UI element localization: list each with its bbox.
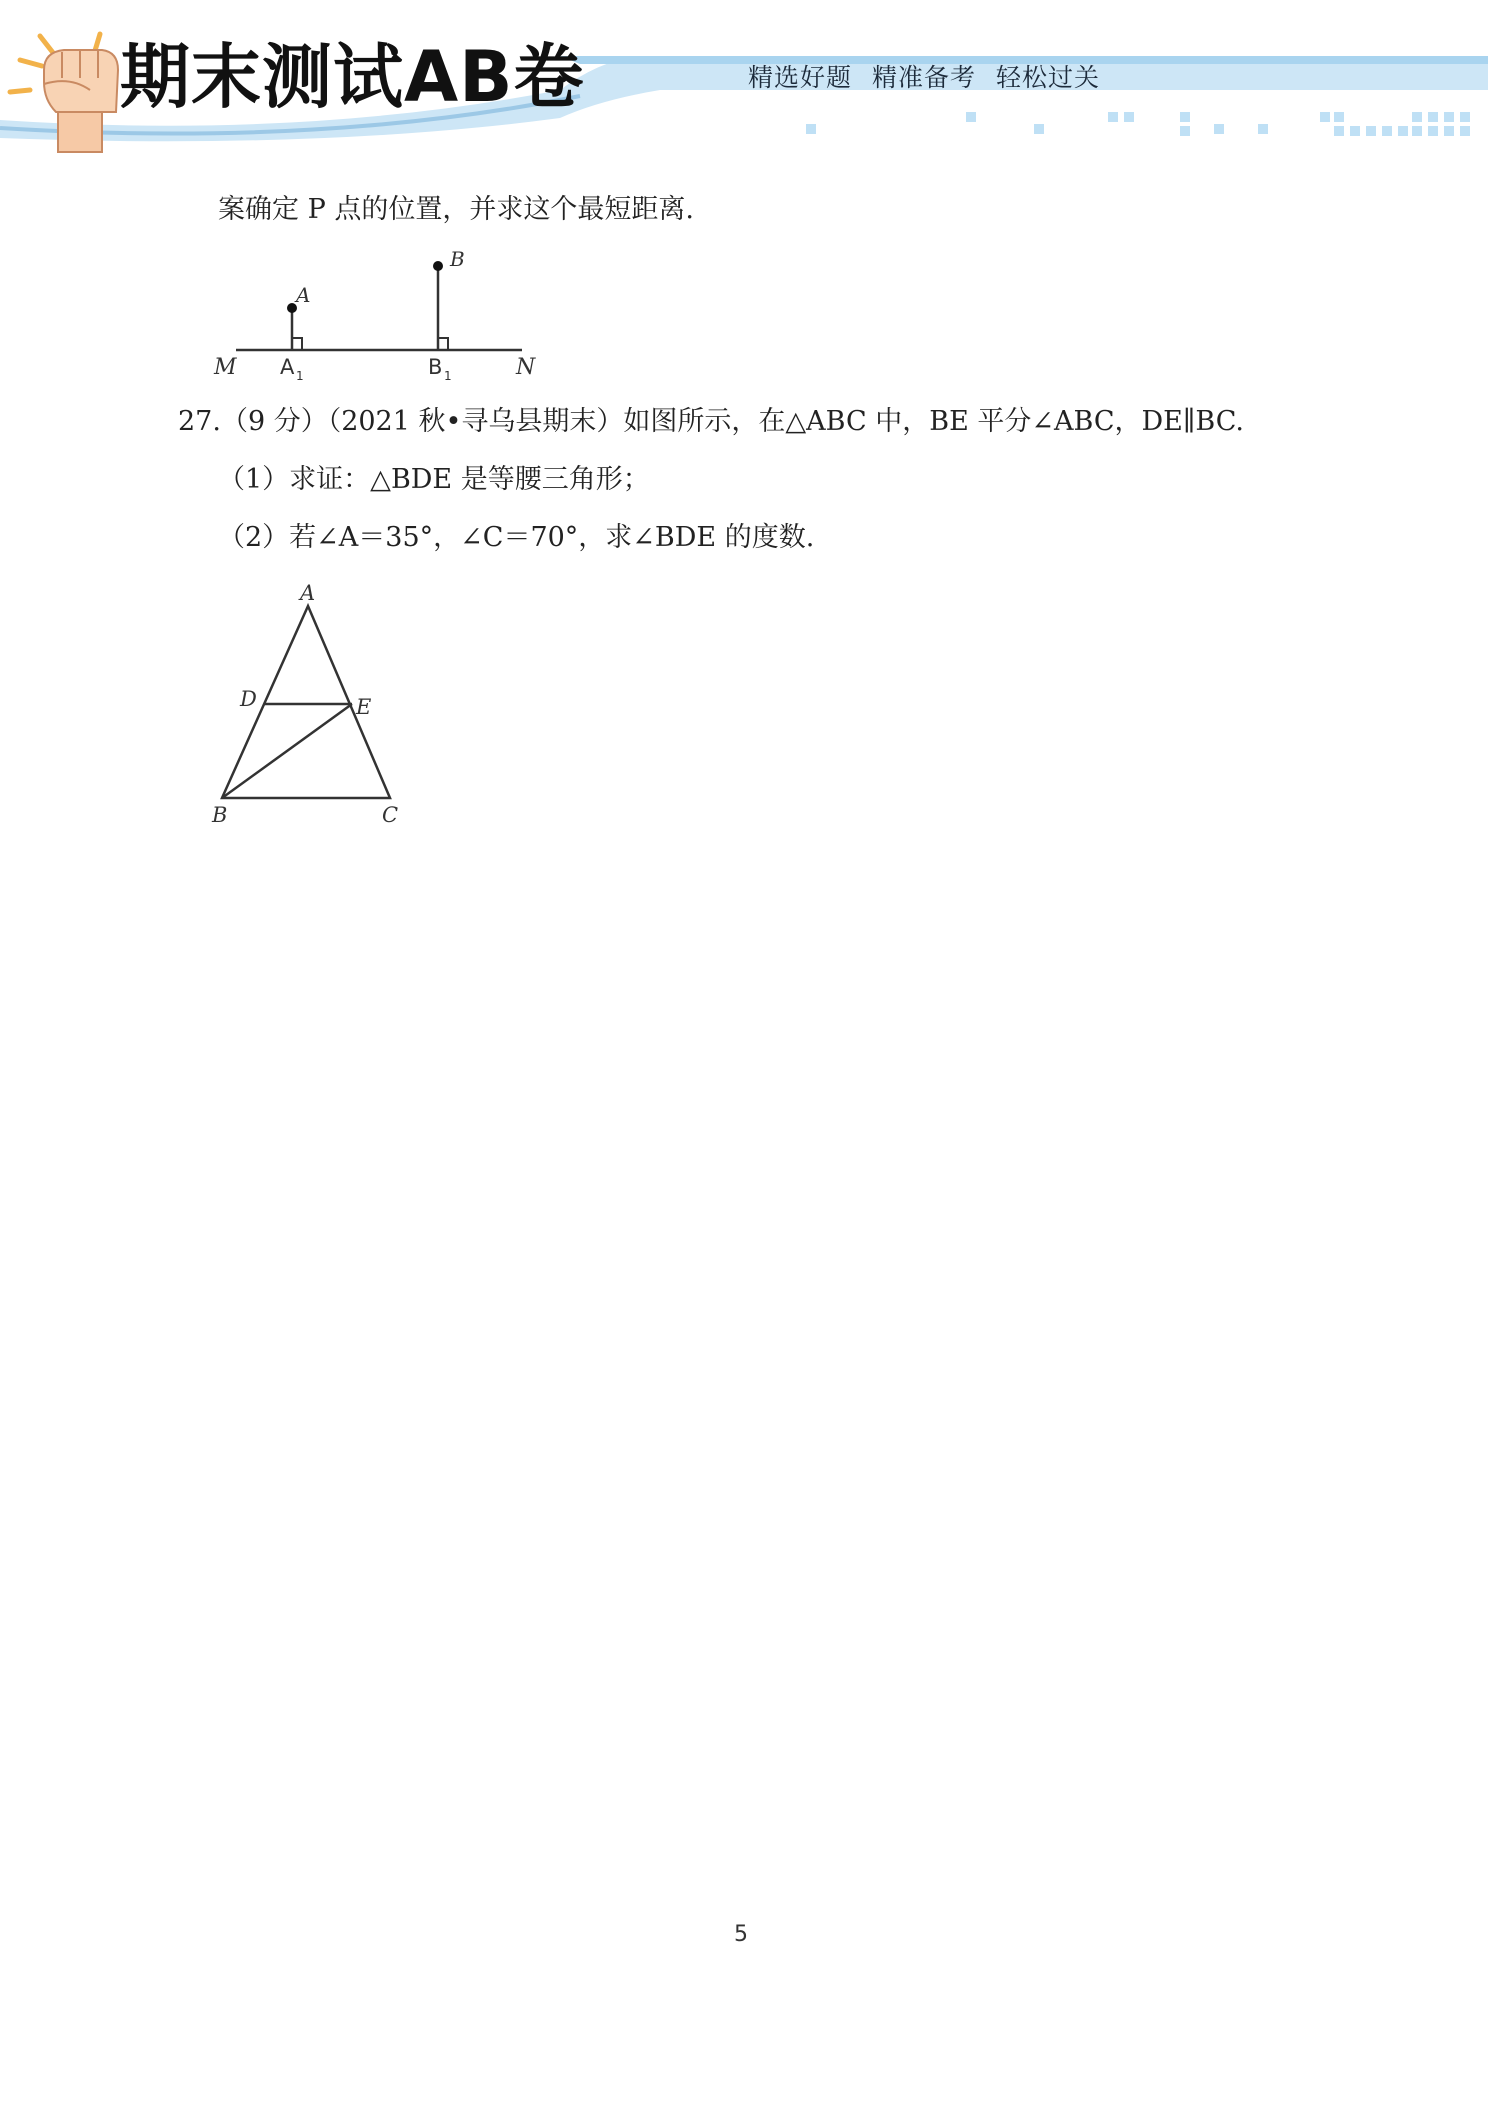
question-27-part-2: （2）若∠A＝35°，∠C＝70°，求∠BDE 的度数. [218, 522, 815, 553]
label-a: A [300, 581, 316, 605]
question-27-part-1: （1）求证：△BDE 是等腰三角形； [218, 464, 650, 495]
slogan-1: 精选好题 [748, 63, 853, 92]
label-b: B [212, 803, 228, 827]
question-27-stem: 27.（9 分）（2021 秋•寻乌县期末）如图所示，在△ABC 中，BE 平分∠ABC，DE∥BC. [178, 406, 1244, 437]
label-a1-sub: 1 [296, 369, 304, 382]
label-b1-sub: 1 [444, 369, 452, 382]
slogan-2: 精准备考 [872, 63, 977, 92]
brand-title: 期末测试AB卷 [120, 36, 585, 118]
page-header [0, 0, 1488, 160]
label-e: E [356, 695, 372, 719]
figure-line-mn [200, 242, 560, 382]
label-n: N [516, 355, 536, 380]
label-c: C [382, 803, 399, 827]
label-d: D [240, 687, 257, 711]
previous-question-continuation: 案确定 P 点的位置，并求这个最短距离. [218, 194, 694, 225]
page-number: 5 [734, 1922, 748, 1947]
slogan-3: 轻松过关 [996, 63, 1101, 92]
label-a: A [296, 283, 311, 307]
label-a1: A [280, 355, 295, 379]
label-b: B [450, 247, 465, 271]
label-m: M [214, 355, 237, 380]
figure-triangle-abc [200, 580, 430, 830]
label-b1: B [428, 355, 443, 379]
